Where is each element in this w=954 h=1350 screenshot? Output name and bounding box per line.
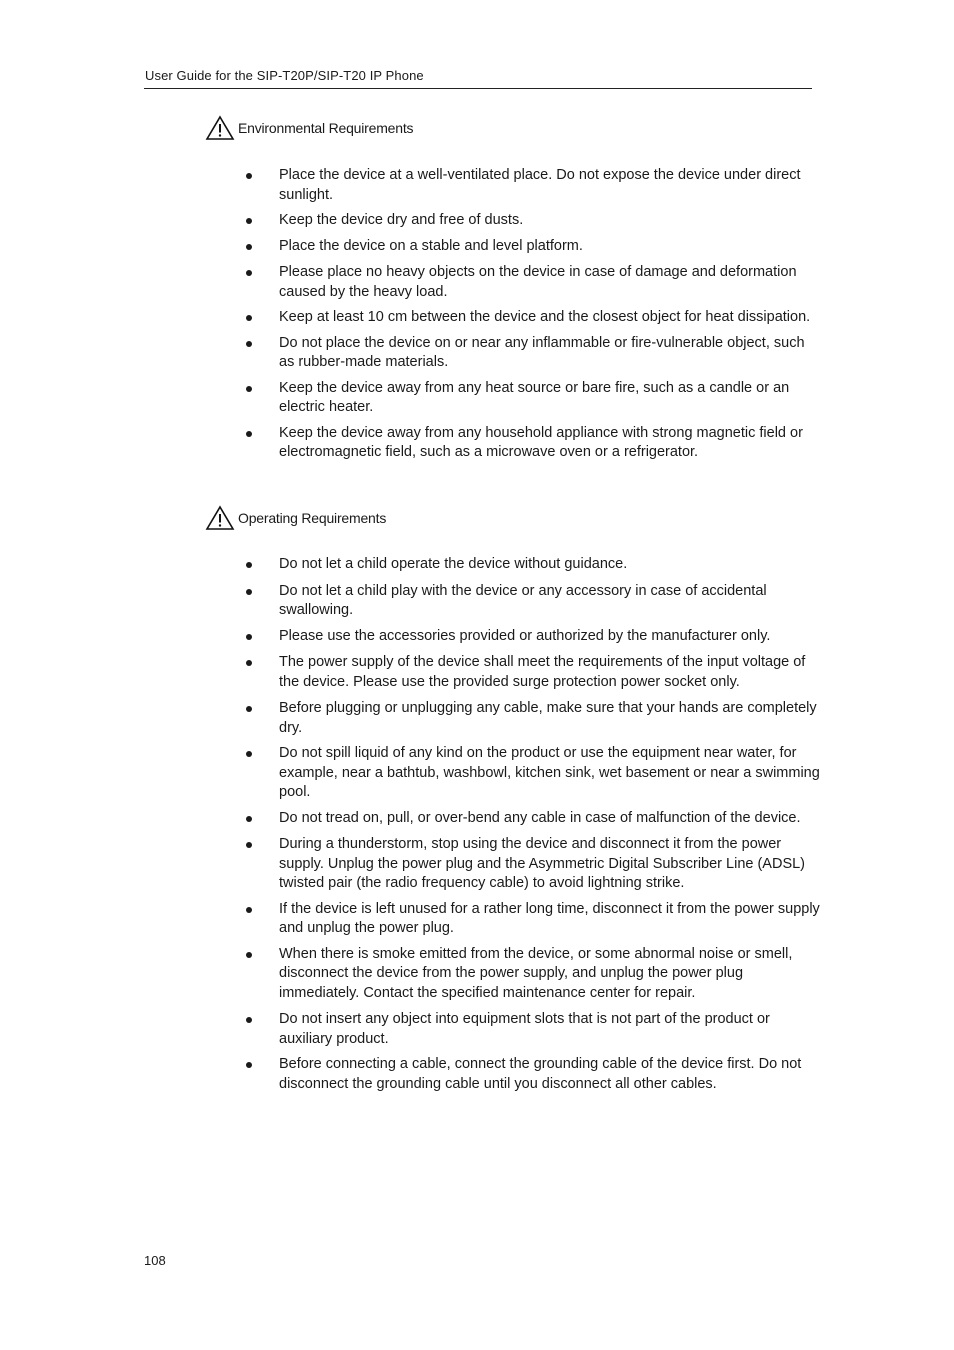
section-heading-environmental: [205, 115, 413, 141]
environmental-requirements-list: [241, 166, 821, 463]
warning-triangle-icon: [205, 115, 235, 141]
list-item: [241, 1010, 821, 1049]
running-header: [144, 67, 812, 89]
list-item-text: Place the device on a stable and level platform.: [279, 237, 583, 254]
bullet-icon: [246, 341, 252, 347]
list-item: [241, 582, 821, 621]
bullet-icon: [246, 218, 252, 224]
list-item-text: Do not tread on, pull, or over-bend any cable in case of malfunction of the device.: [279, 809, 801, 826]
list-item: [241, 424, 821, 463]
bullet-icon: [246, 1062, 252, 1068]
list-item-text: Keep at least 10 cm between the device and the closest object for heat dissipation.: [279, 309, 811, 325]
list-item-text: Keep the device away from any household appliance with strong magnetic field or electromagnetic field, such as a microwave oven or a refrigerator.: [279, 424, 803, 460]
list-item-text: Do not insert any object into equipment slots that is not part of the product or auxiliary product.: [279, 1011, 770, 1047]
list-item-text: During a thunderstorm, stop using the device and disconnect it from the power supply. Unplug the power plug and the Asymmetric Digital Subscriber Line (ADSL) twisted pair (the radio frequency cable) to avoid lightning strike.: [279, 836, 806, 891]
bullet-icon: [246, 634, 252, 640]
bullet-icon: [246, 1017, 252, 1023]
list-item: [241, 900, 821, 939]
list-item-text: If the device is left unused for a rather long time, disconnect it from the power supply and unplug the power plug.: [279, 900, 820, 936]
list-item-text: Do not let a child operate the device without guidance.: [279, 556, 628, 572]
bullet-icon: [246, 952, 252, 958]
bullet-icon: [246, 842, 252, 848]
list-item: [241, 166, 821, 205]
warning-triangle-icon: [205, 505, 235, 531]
list-item: [241, 945, 821, 1004]
list-item: [241, 263, 821, 302]
list-item: [241, 211, 821, 231]
list-item: [241, 237, 821, 257]
section-title: Environmental Requirements: [238, 120, 414, 136]
bullet-icon: [246, 431, 252, 437]
list-item: [241, 809, 821, 829]
list-item-text: Place the device at a well-ventilated place. Do not expose the device under direct sunlight.: [279, 167, 801, 203]
list-item: [241, 379, 821, 418]
list-item-text: Before plugging or unplugging any cable, make sure that your hands are completely dry.: [279, 700, 817, 736]
list-item: [241, 699, 821, 738]
list-item: [241, 744, 821, 803]
list-item: [241, 334, 821, 373]
bullet-icon: [246, 816, 252, 822]
list-item: [241, 1055, 821, 1094]
bullet-icon: [246, 907, 252, 913]
list-item-text: Do not spill liquid of any kind on the product or use the equipment near water, for example, near a bathtub, washbowl, kitchen sink, wet basement or near a swimming pool.: [279, 745, 820, 800]
bullet-icon: [246, 751, 252, 757]
list-item-text: Please use the accessories provided or authorized by the manufacturer only.: [279, 627, 771, 644]
list-item-text: Please place no heavy objects on the device in case of damage and deformation caused by the heavy load.: [279, 264, 797, 300]
list-item-text: Before connecting a cable, connect the grounding cable of the device first. Do not disconnect the grounding cable until you disconnect all other cables.: [279, 1056, 802, 1092]
list-item-text: The power supply of the device shall meet the requirements of the input voltage of the device. Please use the provided surge protection power socket only.: [279, 654, 806, 690]
bullet-icon: [246, 386, 252, 392]
section-title: Operating Requirements: [238, 510, 387, 526]
list-item-text: Keep the device dry and free of dusts.: [279, 212, 524, 228]
bullet-icon: [246, 173, 252, 179]
list-item-text: Keep the device away from any heat source or bare fire, such as a candle or an electric heater.: [279, 379, 790, 415]
list-item: [241, 308, 821, 328]
operating-requirements-list: [241, 555, 821, 1094]
list-item: [241, 555, 821, 575]
bullet-icon: [246, 706, 252, 712]
bullet-icon: [246, 589, 252, 595]
bullet-icon: [246, 315, 252, 321]
bullet-icon: [246, 562, 252, 568]
page-number: 108: [144, 1253, 166, 1268]
section-heading-operating: [205, 505, 386, 531]
bullet-icon: [246, 244, 252, 250]
list-item: [241, 835, 821, 894]
list-item-text: When there is smoke emitted from the device, or some abnormal noise or smell, disconnect the device from the power supply, and unplug the power plug immediately. Contact the specified maintenance center for repair.: [279, 945, 793, 1001]
bullet-icon: [246, 270, 252, 276]
list-item: [241, 627, 821, 647]
list-item-text: Do not let a child play with the device or any accessory in case of accidental swallowing.: [279, 582, 767, 618]
list-item: [241, 653, 821, 692]
bullet-icon: [246, 660, 252, 666]
list-item-text: Do not place the device on or near any inflammable or fire-vulnerable object, such as rubber-made materials.: [279, 334, 805, 370]
header-title: User Guide for the SIP-T20P/SIP-T20 IP Phone: [145, 68, 424, 83]
